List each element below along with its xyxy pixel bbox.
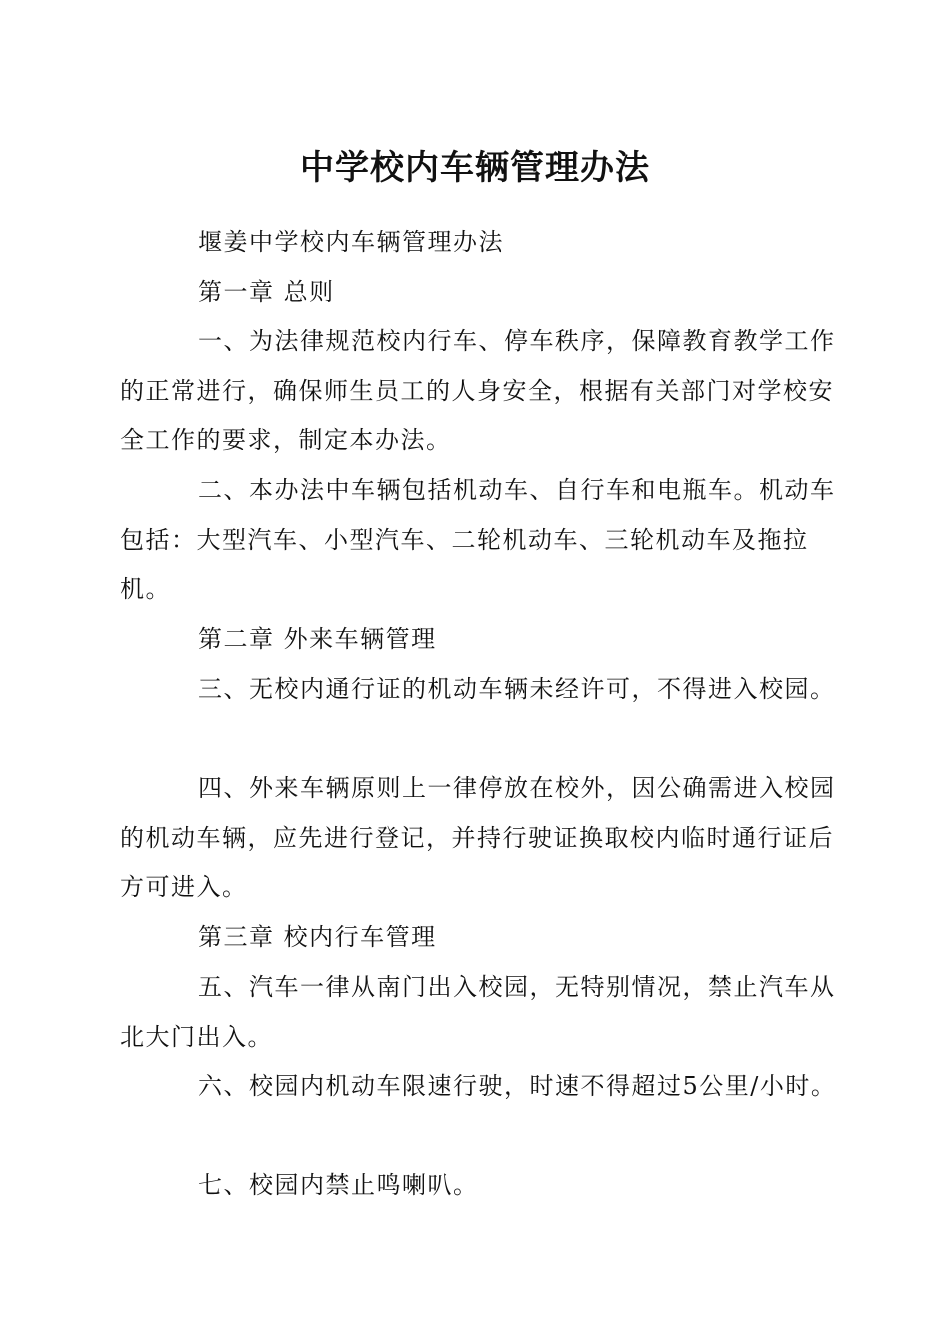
article-7: 七、校园内禁止鸣喇叭。	[198, 1171, 479, 1199]
article-6: 六、校园内机动车限速行驶，时速不得超过5公里/小时。	[198, 1072, 837, 1100]
document-subtitle: 堰姜中学校内车辆管理办法	[198, 228, 504, 256]
article-4: 四、外来车辆原则上一律停放在校外，因公确需进入校园的机动车辆，应先进行登记，并持行驶证换取校内临时通行证后方可进入。	[120, 774, 836, 901]
document-title: 中学校内车辆管理办法	[300, 148, 650, 188]
chapter-heading-1: 第一章 总则	[198, 278, 335, 306]
article-1: 一、为法律规范校内行车、停车秩序，保障教育教学工作的正常进行，确保师生员工的人身安全，根据有关部门对学校安全工作的要求，制定本办法。	[120, 327, 836, 454]
article-2: 二、本办法中车辆包括机动车、自行车和电瓶车。机动车包括：大型汽车、小型汽车、二轮机动车、三轮机动车及拖拉机。	[120, 476, 836, 603]
article-5: 五、汽车一律从南门出入校园，无特别情况，禁止汽车从北大门出入。	[120, 973, 836, 1051]
article-3: 三、无校内通行证的机动车辆未经许可，不得进入校园。	[198, 675, 836, 703]
chapter-heading-3: 第三章 校内行车管理	[198, 923, 437, 951]
chapter-heading-2: 第二章 外来车辆管理	[198, 625, 437, 653]
